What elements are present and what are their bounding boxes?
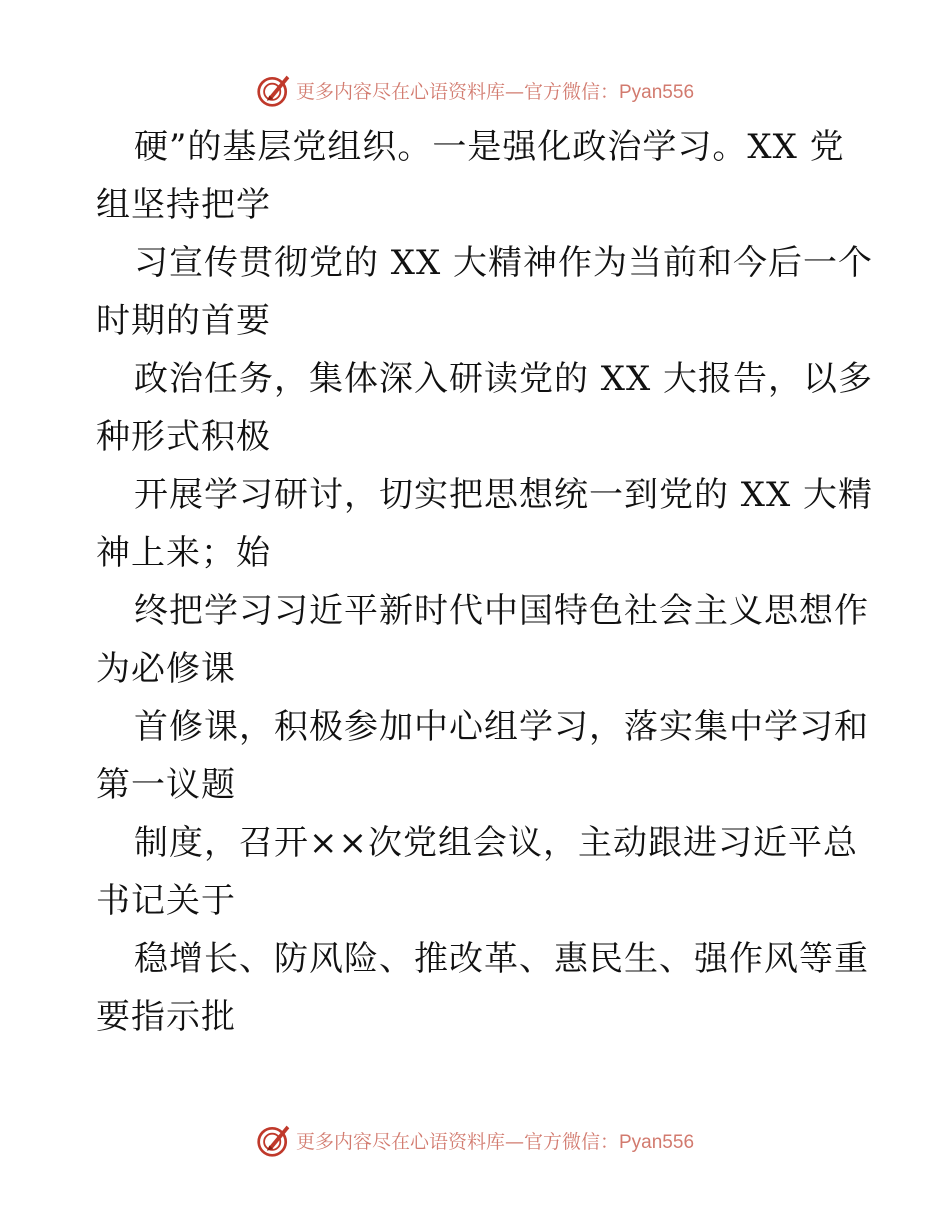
text-line: 制度，召开××次党组会议，主动跟进习近平总 xyxy=(134,823,858,863)
text-line: 政治任务，集体深入研读党的 XX 大报告，以多 xyxy=(134,359,874,399)
text-line: 开展学习研讨，切实把思想统一到党的 XX 大精 xyxy=(134,475,874,515)
text-line: 要指示批 xyxy=(96,997,236,1037)
text-line: 稳增长、防风险、推改革、惠民生、强作风等重 xyxy=(134,939,869,979)
document-body xyxy=(96,118,874,1046)
footer-banner xyxy=(0,1120,950,1160)
quill-pen-logo-icon xyxy=(256,1122,292,1158)
text-line: 组坚持把学 xyxy=(96,185,271,225)
text-line: 为必修课 xyxy=(96,649,236,689)
quill-pen-logo-icon xyxy=(256,72,292,108)
footer-wechat-id: Pyan556 xyxy=(619,1131,695,1153)
text-line: 第一议题 xyxy=(96,765,236,805)
header-wechat-id: Pyan556 xyxy=(619,81,695,103)
header-banner-text: 更多内容尽在心语资料库—官方微信：Pyan556 xyxy=(295,80,695,103)
text-line: 硬”的基层党组织。一是强化政治学习。XX 党 xyxy=(134,127,845,167)
text-line: 书记关于 xyxy=(96,881,236,921)
footer-banner-text: 更多内容尽在心语资料库—官方微信：Pyan556 xyxy=(295,1130,695,1153)
text-line: 神上来；始 xyxy=(96,533,271,573)
header-banner xyxy=(0,70,950,110)
text-line: 时期的首要 xyxy=(96,301,271,341)
text-line: 终把学习习近平新时代中国特色社会主义思想作 xyxy=(134,591,869,631)
text-line: 习宣传贯彻党的 XX 大精神作为当前和今后一个 xyxy=(134,243,874,283)
text-line: 种形式积极 xyxy=(96,417,271,457)
text-line: 首修课，积极参加中心组学习，落实集中学习和 xyxy=(134,707,869,747)
